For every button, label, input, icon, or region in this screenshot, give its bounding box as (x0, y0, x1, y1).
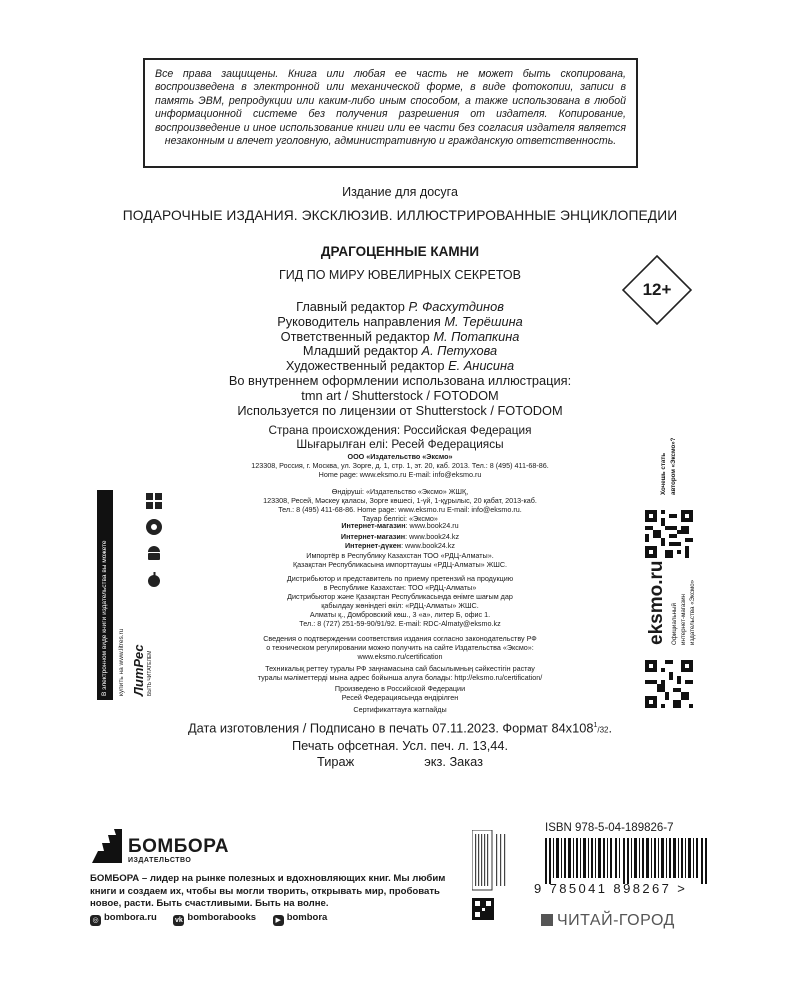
credit-line (0, 344, 800, 359)
publisher-kz-address: 123308, Ресей, Мәскеу қаласы, Зорге көшесі, 1-үй, 1-құрылыс, 20 қабат, 2013-каб. (263, 496, 537, 505)
qr-code-shop[interactable] (645, 660, 693, 708)
edition-label: Издание для досуга (342, 185, 458, 199)
credit-role: Художественный редактор (285, 358, 445, 374)
bombora-mark (90, 829, 124, 870)
social-vk[interactable] (173, 912, 256, 926)
produced-kz: Ресей Федерациясында өндірілген (341, 693, 459, 702)
bombora-description: БОМБОРА – лидер на рынке полезных и вдохновляющих книг. Мы любим книги и создаем их, чтобы вы могли творить, открывать мир, пробовать новое, расти. Быть счастливыми. Быть на волне. (90, 873, 446, 909)
eksmo-caption-2: интернет-магазин (680, 594, 687, 645)
origin-ru: Страна происхождения: Российская Федерация (268, 423, 532, 437)
windows-icon (145, 492, 163, 510)
credit-name: Е. Анисина (448, 358, 515, 374)
print-line: Печать офсетная. Усл. печ. л. 13,44. (291, 738, 509, 754)
credit-role: Ответственный редактор (280, 328, 430, 344)
litres-logo: ЛитРес (131, 644, 146, 696)
store-icons (145, 492, 167, 596)
age-rating-text: 12+ (642, 280, 672, 299)
vk-icon: vk (175, 917, 183, 924)
social-instagram[interactable] (90, 912, 157, 926)
credit-name: М. Терёшина (444, 313, 523, 329)
distributor-line-4: қабылдау жөніндегі өкіл: «РДЦ-Алматы» ЖШС. (321, 601, 479, 610)
certification-line-2: о техническом регулировании можно получить на сайте Издательства «Эксмо»: (266, 643, 534, 652)
credit-role: Главный редактор (296, 299, 405, 314)
illustration-line-2: tmn art / Shutterstock / FOTODOM (301, 387, 499, 403)
social-youtube[interactable] (273, 912, 328, 926)
illustration-line-1: Во внутреннем оформлении использована иллюстрация: (228, 372, 572, 388)
tirazh-label: Тираж (316, 754, 355, 770)
publisher-kz-contacts: Тел.: 8 (495) 411-68-86. Home page: www.eksmo.ru E-mail: info@eksmo.ru. (278, 505, 522, 514)
social-youtube-text: bombora (286, 912, 328, 923)
distributor-line-3: Дистрибьютор және Қазақстан Республикасында өнімге шағым дар (287, 592, 513, 601)
format-sub: /32 (597, 725, 609, 735)
series-title: ПОДАРОЧНЫЕ ИЗДАНИЯ. ЭКСКЛЮЗИВ. ИЛЛЮСТРИРОВАННЫЕ ЭНЦИКЛОПЕДИИ (122, 208, 678, 223)
credit-name: М. Потапкина (433, 328, 520, 344)
credit-name: А. Петухова (421, 343, 498, 359)
qr-code-author[interactable] (645, 510, 693, 558)
certification-line-1: Сведения о подтверждении соответствия издания согласно законодательству РФ (263, 634, 537, 643)
credit-line (0, 315, 800, 330)
distributor-line-1: Дистрибьютор и представитель по приему претензий на продукцию (286, 574, 514, 583)
produced-ru: Произведено в Российской Федерации (334, 684, 466, 693)
importer-line-1: Импортёр в Республику Казахстан ТОО «РДЦ-Алматы». (306, 551, 494, 560)
litres-black-bar (97, 490, 113, 700)
eksmo-caption-1: Официальный (671, 603, 678, 645)
shop-kz2-label: Интернет-дүкен (344, 541, 402, 550)
litres-vertical-text: В электронном виде книги издательства вы можете (101, 540, 108, 696)
publisher-kz-trademark: Тауар белгісі: «Эксмо» (362, 514, 438, 523)
bombora-name: БОМБОРА (128, 836, 229, 857)
importer-line-2: Қазақстан Республикасына импорттаушы «РДЦ-Алматы» ЖШС. (292, 560, 508, 569)
credit-line (0, 330, 800, 345)
youtube-icon: ▶ (273, 915, 284, 926)
tech-marks (472, 830, 522, 945)
browser-icon (145, 518, 163, 536)
apple-icon (145, 570, 163, 588)
bombora-sub: ИЗДАТЕЛЬСТВО (128, 857, 192, 864)
production-date-line (0, 718, 800, 738)
shop-ru-value: : www.book24.ru (405, 521, 459, 530)
chitai-gorod-logo (541, 912, 675, 930)
android-icon (145, 544, 163, 562)
eksmo-top-caption-2: автором «Эксмо»? (670, 437, 677, 495)
credit-name: Р. Фасхутдинов (408, 299, 504, 314)
instagram-icon: ◎ (90, 915, 101, 926)
credit-role: Младший редактор (302, 343, 418, 359)
illustration-line-3: Используется по лицензии от Shutterstock / FOTODOM (237, 402, 563, 418)
publisher-block (0, 452, 800, 479)
shop-kz2-value: : www.book24.kz (401, 541, 455, 550)
social-vk-text: bomborabooks (187, 912, 257, 923)
eksmo-logo: eksmo.ru (646, 560, 667, 645)
distributor-line-5: Алматы қ., Домбровский көш., 3 «а», литер Б, офис 1. (309, 610, 491, 619)
distributor-line-2: в Республике Казахстан: ТОО «РДЦ-Алматы» (323, 583, 477, 592)
credit-line (0, 359, 800, 374)
book-subtitle: ГИД ПО МИРУ ЮВЕЛИРНЫХ СЕКРЕТОВ (279, 268, 521, 282)
distributor-line-6: Тел.: 8 (727) 251-59-90/91/92. E-mail: RDC-Almaty@eksmo.kz (299, 619, 501, 628)
isbn-digits: 9 785041 898267 > (534, 881, 688, 896)
certification-kz-line-1: Техникалық реттеу туралы РФ заңнамасына сай басылымның сәйкестігін растау (265, 664, 535, 673)
credits-block (0, 300, 800, 418)
publisher-contacts: Home page: www.eksmo.ru E-mail: info@eksmo.ru (318, 470, 482, 479)
eksmo-caption-3: издательства «Эксмо» (689, 579, 696, 645)
production-date: Дата изготовления / Подписано в печать 07.11.2023. Формат 84x108 (187, 720, 594, 736)
format-sup: 1 (593, 722, 598, 729)
litres-logo-sub: БЫТЬ ЧИТАТЕЛЕМ (147, 650, 153, 696)
publisher-name: ООО «Издательство «Эксмо» (347, 452, 453, 461)
publisher-address: 123308, Россия, г. Москва, ул. Зорге, д. 1, стр. 1, эт. 20, каб. 2013. Тел.: 8 (495) 411-68-86. (251, 461, 549, 470)
certification-link: www.eksmo.ru/certification (357, 652, 443, 661)
shop-kz1-label: Интернет-магазин (340, 532, 406, 541)
chitai-gorod-icon (541, 914, 553, 926)
origin-block (0, 423, 800, 451)
publisher-kz-name: Өндіруші: «Издательство «Эксмо» ЖШҚ, (331, 487, 469, 496)
zakaz-label: экз. Заказ (424, 754, 484, 770)
isbn-label: ISBN 978-5-04-189826-7 (545, 822, 674, 834)
tirazh-line (0, 754, 800, 770)
shop-ru-label: Интернет-магазин (341, 521, 406, 530)
cert-kz-note: Сертификаттауға жатпайды (353, 705, 447, 714)
format-end: . (608, 720, 613, 736)
social-links (90, 912, 341, 926)
book-title: ДРАГОЦЕННЫЕ КАМНИ (320, 244, 480, 259)
certification-kz-line-2: туралы мәліметтерді мына адрес бойынша алуға болады: http://eksmo.ru/certification/ (257, 673, 543, 682)
eksmo-top-caption-1: Хочешь стать (660, 452, 667, 495)
origin-kz: Шығарылған елі: Ресей Федерациясы (296, 437, 504, 451)
copyright-notice (143, 58, 638, 168)
credit-role: Руководитель направления (277, 313, 441, 329)
credit-line (0, 300, 800, 315)
copyright-text: Все права защищены. Книга или любая ее часть не может быть скопирована, воспроизведена в электронной или механической форме, в виде фотокопии, записи в память ЭВМ, репродукции или каким-либо иным способом, а также использована в любой информационной системе без получения разрешения от издателя. Копирование, воспроизведение и иное использование книги или ее части без согласия издателя является незаконным и влечет уголовную, административную и гражданскую ответственность. (155, 68, 626, 148)
chitai-gorod-text: ЧИТАЙ-ГОРОД (557, 912, 675, 929)
shop-kz1-value: : www.book24.kz (405, 532, 460, 541)
litres-link[interactable]: купить на www.litres.ru (118, 628, 125, 696)
production-block (0, 718, 800, 770)
social-instagram-text: bombora.ru (104, 912, 157, 923)
